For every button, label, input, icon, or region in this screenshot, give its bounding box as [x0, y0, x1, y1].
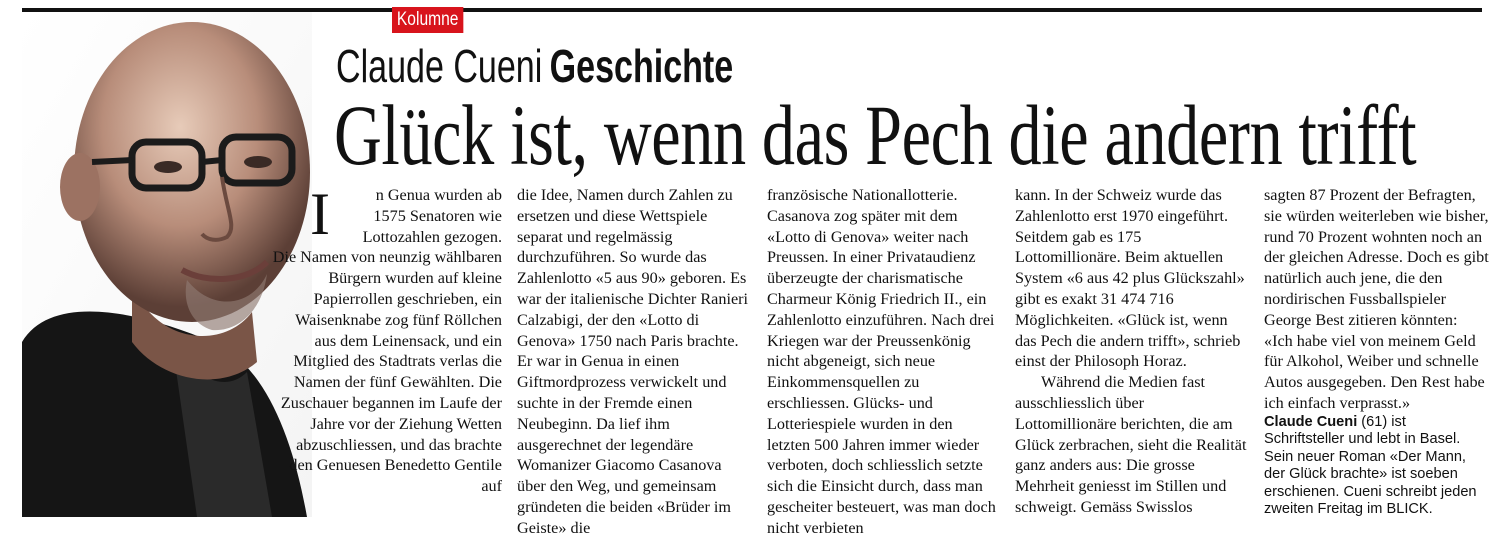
text-column-2: [517, 185, 749, 539]
author-photo: [22, 12, 312, 517]
text-column-1: [270, 181, 502, 497]
column-5-text: sagten 87 Prozent der Befragten, sie würden weiterleben wie bisher, rund 70 Prozent wohnten noch an der gleichen Adresse. Doch es gibt natürlich auch jene, die den nordirischen Fussballspieler George Best zitieren könnten: «Ich habe viel von meinem Geld für Alkohol, Weiber und schnelle Autos ausgegeben. Den Rest habe ich einfach verprasst.»: [1264, 186, 1489, 412]
column-3-text: französische Nationallotterie. Casanova zog später mit dem «Lotto di Genova» weiter nach Preussen. In einer Privataudienz überzeugte der charismatische Charmeur König Friedrich II., ein Zahlenlotto einzuführen. Nach drei Kriegen war der Preussenkönig nicht abgeneigt, sich neue Einkommensquellen zu erschliessen. Glücks- und Lotteriespiele wurden in den letzten 500 Jahren immer wieder verboten, doch schliesslich setzte sich die Einsicht durch, dass man gescheiter besteuert, was man doch nicht verbieten: [767, 186, 996, 537]
column-4-paragraph-1: kann. In der Schweiz wurde das Zahlenlotto erst 1970 eingeführt. Seitdem gab es 175 Lottomillionäre. Beim aktuellen System «6 aus 42 plus Glückszahl» gibt es exakt 31 474 716 Möglichkeiten. «Glück ist, wenn das Pech die andern trifft», schrieb einst der Philosoph Horaz.: [1015, 186, 1245, 371]
headline: Glück ist, wenn das Pech die andern trifft: [334, 87, 1417, 183]
bio-text: (61) ist Schriftsteller und lebt in Basel. Sein neuer Roman «Der Mann, der Glück brachte» ist soeben erschienen. Cueni schreibt jeden zweiten Freitag im BLICK.: [1264, 413, 1477, 518]
drop-cap: I: [310, 181, 330, 247]
column-1-text: n Genua wurden ab 1575 Senatoren wie Lottozahlen gezogen. Die Namen von neunzig wählbaren Bürgern wurden auf kleine Papierrollen geschrieben, ein Waisenknabe zog fünf Röllchen aus dem Leinensack, und ein Mitglied des Stadtrats verlas die Namen der fünf Gewählten. Die Zuschauer begannen im Laufe der Jahre vor der Ziehung Wetten abzuschliessen, und das brachte den Genuesen Benedetto Gentile auf: [272, 186, 502, 496]
kicker-author: Claude Cueni: [336, 40, 543, 92]
column-2-text: die Idee, Namen durch Zahlen zu ersetzen und diese Wettspiele separat und regelmässig durchzuführen. So wurde das Zahlenlotto «5 aus 90» geboren. Es war der italienische Dichter Ranieri Calzabigi, der den «Lotto di Genova» 1750 nach Paris brachte. Er war in Genua in einen Giftmordprozess verwickelt und suchte in der Fremde einen Neubeginn. Da lief ihm ausgerechnet der legendäre Womanizer Giacomo Casanova über den Weg, und gemeinsam gründeten die beiden «Brüder im Geiste» die: [517, 186, 749, 537]
column-4-paragraph-2: Während die Medien fast ausschliesslich über Lottomillionäre berichten, die am Glück zerbrachen, sieht die Realität ganz anders aus: Die grosse Mehrheit geniesst im Stillen und schweigt. Gemäss Swisslos: [1015, 373, 1247, 516]
bio-name: Claude Cueni: [1264, 413, 1358, 430]
kolumne-label: Kolumne: [392, 7, 463, 33]
author-portrait-illustration: [22, 12, 312, 517]
text-column-5: [1264, 185, 1489, 519]
author-bio: [1264, 414, 1489, 519]
kicker-subject: Geschichte: [549, 40, 734, 92]
text-column-3: [767, 185, 999, 539]
text-column-4: [1015, 185, 1247, 518]
